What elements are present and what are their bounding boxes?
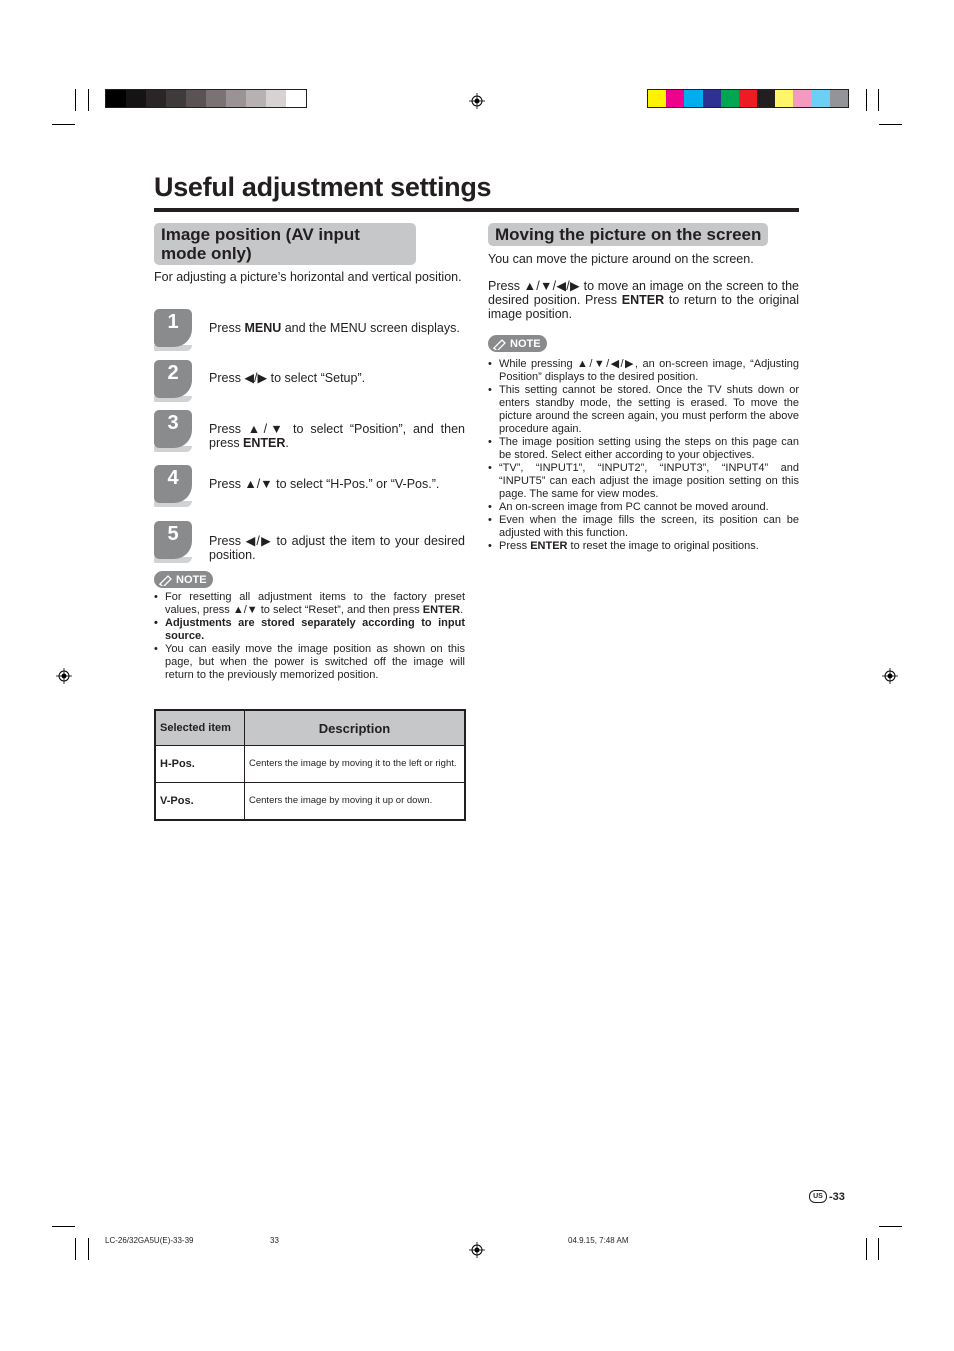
- color-swatch: [739, 90, 757, 107]
- crop-mark: [88, 89, 89, 111]
- color-swatch: [146, 90, 166, 107]
- list-item: • You can easily move the image position as shown on this page, but when the power is switched off the image will return to the previously memorized position.: [154, 643, 465, 682]
- footer-timestamp: 04.9.15, 7:48 AM: [568, 1236, 629, 1245]
- crop-mark: [878, 89, 879, 111]
- color-calibration-bar: [647, 89, 849, 108]
- color-swatch: [226, 90, 246, 107]
- table-cell-item: V-Pos.: [155, 783, 245, 821]
- color-swatch: [830, 90, 848, 107]
- table-row: [155, 783, 465, 821]
- pencil-icon: [158, 574, 174, 586]
- crop-mark: [88, 1238, 89, 1260]
- color-swatch: [286, 90, 306, 107]
- color-swatch: [757, 90, 775, 107]
- left-section-heading: Image position (AV input mode only): [154, 223, 416, 265]
- step-number: 2: [154, 360, 192, 398]
- list-item: • Press ENTER to reset the image to original positions.: [488, 540, 799, 553]
- crop-mark: [879, 1226, 902, 1227]
- table-cell-desc: Centers the image by moving it to the left or right.: [245, 746, 466, 783]
- list-item: • For resetting all adjustment items to the factory preset values, press ▲/▼ to select “Reset”, and then press ENTER.: [154, 591, 465, 617]
- list-item: • The image position setting using the steps on this page can be stored. Select either according to your objectives.: [488, 436, 799, 462]
- color-swatch: [166, 90, 186, 107]
- left-note-list: [154, 591, 465, 682]
- registration-mark-icon: [469, 93, 485, 109]
- right-section-heading: Moving the picture on the screen: [488, 223, 768, 246]
- footer-file: LC-26/32GA5U(E)-33-39: [105, 1236, 194, 1245]
- left-intro: For adjusting a picture’s horizontal and vertical position.: [154, 270, 462, 284]
- step-text: Press ◀/▶ to adjust the item to your desired position.: [209, 534, 465, 562]
- registration-mark-icon: [469, 1242, 485, 1258]
- pencil-icon: [492, 338, 508, 350]
- color-swatch: [793, 90, 811, 107]
- color-swatch: [666, 90, 684, 107]
- list-item: • An on-screen image from PC cannot be moved around.: [488, 501, 799, 514]
- page-title: Useful adjustment settings: [154, 172, 492, 202]
- crop-mark: [75, 1238, 76, 1260]
- color-swatch: [206, 90, 226, 107]
- color-swatch: [266, 90, 286, 107]
- color-swatch: [812, 90, 830, 107]
- step-text: Press ▲/▼ to select “H-Pos.” or “V-Pos.”.: [209, 477, 440, 491]
- color-swatch: [106, 90, 126, 107]
- list-item: • This setting cannot be stored. Once the TV shuts down or enters standby mode, the setting is erased. To move the picture around the screen again, you must perform the above procedure again.: [488, 384, 799, 436]
- color-swatch: [186, 90, 206, 107]
- position-items-table: [154, 709, 466, 821]
- step-number: 1: [154, 309, 192, 347]
- registration-mark-icon: [882, 668, 898, 684]
- color-swatch: [246, 90, 266, 107]
- crop-mark: [866, 89, 867, 111]
- table-cell-desc: Centers the image by moving it up or down.: [245, 783, 466, 821]
- crop-mark: [75, 89, 76, 111]
- table-row: [155, 746, 465, 783]
- right-paragraph: Press ▲/▼/◀/▶ to move an image on the screen to the desired position. Press ENTER to return to the original image position.: [488, 279, 799, 321]
- footer-sheet: 33: [270, 1236, 279, 1245]
- step-text: Press ◀/▶ to select “Setup”.: [209, 371, 366, 385]
- color-swatch: [775, 90, 793, 107]
- list-item: • Adjustments are stored separately according to input source.: [154, 617, 465, 643]
- registration-mark-icon: [56, 668, 72, 684]
- page-number: US -33: [809, 1190, 845, 1203]
- step-text: Press ▲/▼ to select “Position”, and then press ENTER.: [209, 422, 465, 450]
- step-number: 5: [154, 521, 192, 559]
- note-label: NOTE: [154, 571, 213, 588]
- note-label: NOTE: [488, 335, 547, 352]
- gray-calibration-bar: [105, 89, 307, 108]
- step-number: 3: [154, 410, 192, 448]
- right-note-list: [488, 358, 799, 553]
- crop-mark: [866, 1238, 867, 1260]
- crop-mark: [52, 1226, 75, 1227]
- list-item: • Even when the image fills the screen, its position can be adjusted with this function.: [488, 514, 799, 540]
- region-badge: US: [809, 1190, 827, 1203]
- color-swatch: [721, 90, 739, 107]
- list-item: • “TV”, “INPUT1”, “INPUT2”, “INPUT3”, “INPUT4” and “INPUT5” can each adjust the image position setting on this page. The same for view modes.: [488, 462, 799, 501]
- color-swatch: [126, 90, 146, 107]
- crop-mark: [879, 124, 902, 125]
- color-swatch: [684, 90, 702, 107]
- list-item: • While pressing ▲/▼/◀/▶, an on-screen image, “Adjusting Position” displays to the desired position.: [488, 358, 799, 384]
- step-text: Press MENU and the MENU screen displays.: [209, 321, 460, 335]
- table-cell-item: H-Pos.: [155, 746, 245, 783]
- table-header: Selected item: [155, 710, 245, 746]
- right-intro: You can move the picture around on the screen.: [488, 252, 754, 266]
- step-number: 4: [154, 465, 192, 503]
- crop-mark: [52, 124, 75, 125]
- color-swatch: [703, 90, 721, 107]
- table-header: Description: [245, 710, 466, 746]
- title-rule: [154, 208, 799, 212]
- color-swatch: [648, 90, 666, 107]
- crop-mark: [878, 1238, 879, 1260]
